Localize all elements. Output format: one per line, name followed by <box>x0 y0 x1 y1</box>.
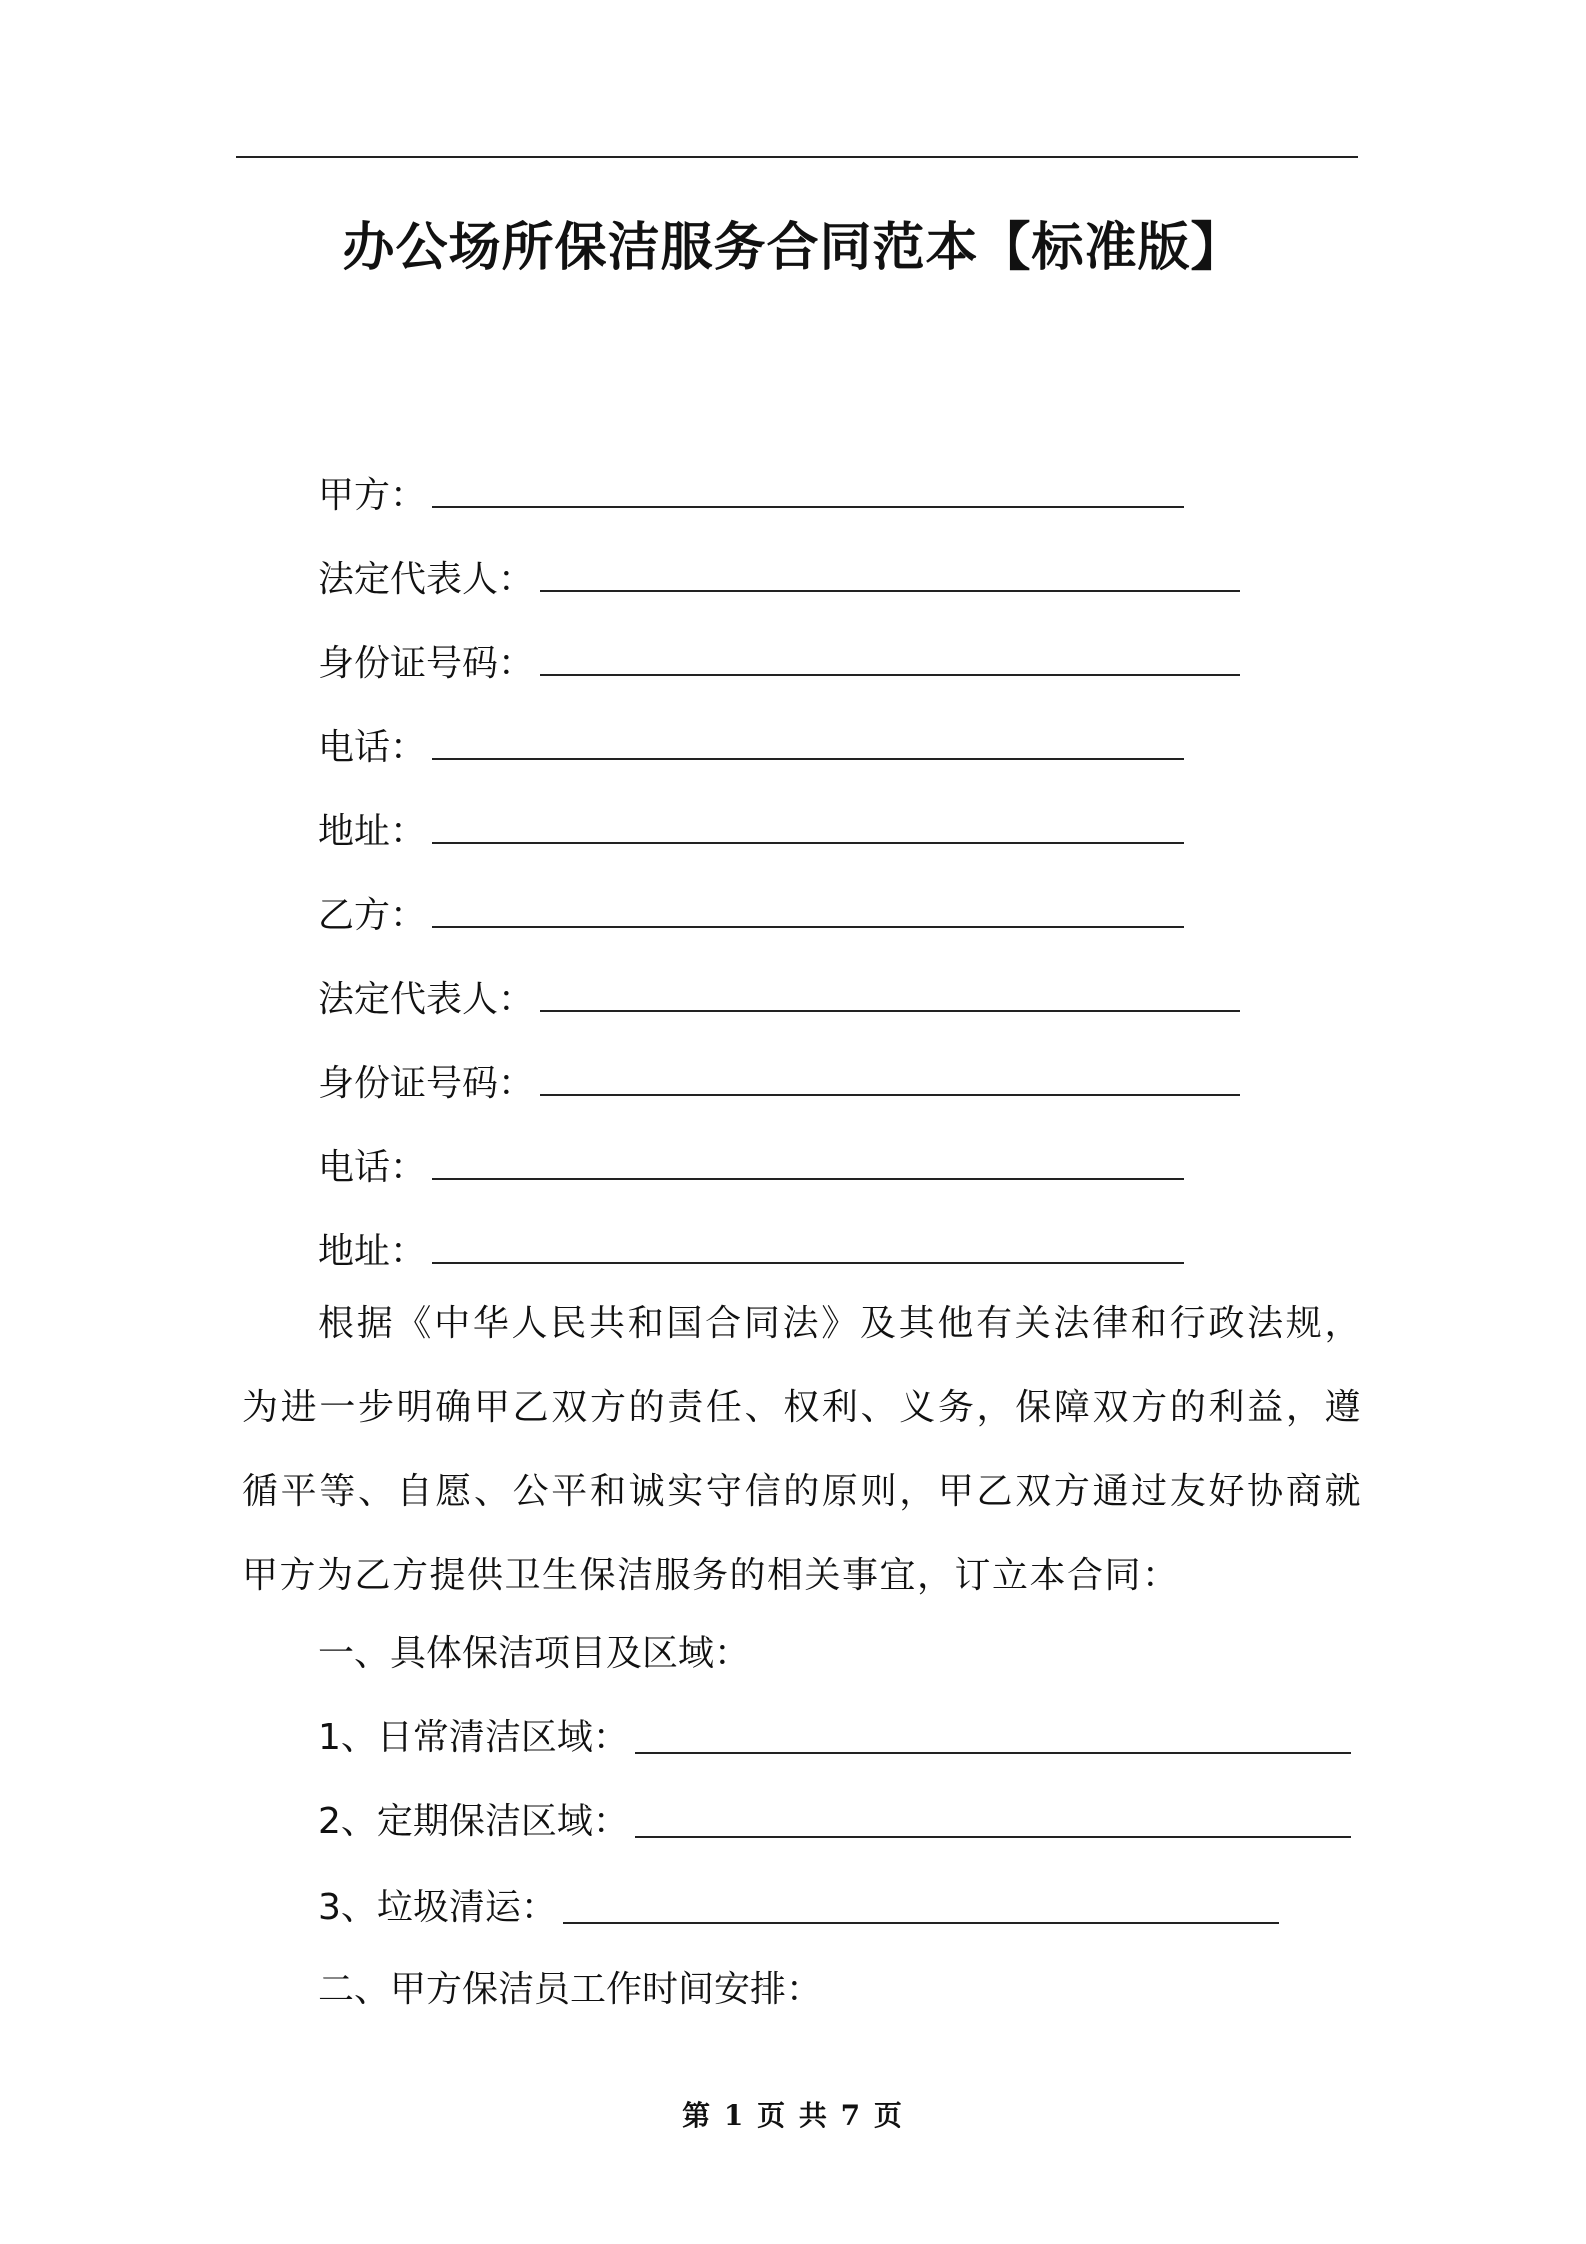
field-label: 甲方： <box>318 474 427 516</box>
field-label: 身份证号码： <box>318 642 535 684</box>
intro-paragraph: 根据《中华人民共和国合同法》及其他有关法律和行政法规，为进一步明确甲乙双方的责任、权利、义务，保障双方的利益，遵循平等、自愿、公平和诚实守信的原则，甲乙双方通过友好协商就甲方为乙方提供卫生保洁服务的相关事宜，订立本合同： <box>242 1303 1362 1596</box>
section-one-item <box>318 1866 1378 1950</box>
fill-in-blank <box>432 1232 1184 1264</box>
document-title: 办公场所保洁服务合同范本【标准版】 <box>342 218 1244 278</box>
fill-in-blank <box>635 1722 1351 1754</box>
party-a-address-field <box>318 786 1418 870</box>
fill-in-blank <box>432 812 1184 844</box>
page-footer: 第 1 页 共 7 页 <box>682 2099 904 2132</box>
party-b-legal-rep-field <box>318 954 1418 1038</box>
field-label: 乙方： <box>318 894 427 936</box>
field-label: 法定代表人： <box>318 978 535 1020</box>
fill-in-blank <box>540 980 1240 1012</box>
fill-in-blank <box>540 560 1240 592</box>
field-label: 电话： <box>318 726 427 768</box>
field-label: 地址： <box>318 1230 427 1272</box>
fill-in-blank <box>563 1892 1279 1924</box>
party-a-id-field <box>318 618 1418 702</box>
party-b-id-field <box>318 1038 1418 1122</box>
fill-in-blank <box>540 644 1240 676</box>
fill-in-blank <box>635 1806 1351 1838</box>
party-fields <box>318 450 1418 1290</box>
header-rule <box>236 156 1358 158</box>
fill-in-blank <box>432 896 1184 928</box>
field-label: 地址： <box>318 810 427 852</box>
section-one-item <box>318 1780 1378 1864</box>
fill-in-blank <box>432 728 1184 760</box>
item-label: 3、垃圾清运： <box>318 1887 557 1928</box>
section-two-heading <box>318 1948 1378 2032</box>
party-b-address-field <box>318 1206 1418 1290</box>
field-label: 电话： <box>318 1146 427 1188</box>
section-one-item <box>318 1696 1378 1780</box>
section-heading-text: 二、甲方保洁员工作时间安排： <box>318 1969 823 2010</box>
fill-in-blank <box>540 1064 1240 1096</box>
party-b-phone-field <box>318 1122 1418 1206</box>
fill-in-blank <box>432 1148 1184 1180</box>
party-a-field <box>318 450 1418 534</box>
field-label: 身份证号码： <box>318 1062 535 1104</box>
section-one-heading <box>318 1612 1378 1696</box>
fill-in-blank <box>432 476 1184 508</box>
party-a-legal-rep-field <box>318 534 1418 618</box>
item-label: 2、定期保洁区域： <box>318 1801 629 1842</box>
party-a-phone-field <box>318 702 1418 786</box>
party-b-field <box>318 870 1418 954</box>
field-label: 法定代表人： <box>318 558 535 600</box>
item-label: 1、日常清洁区域： <box>318 1717 629 1758</box>
section-heading-text: 一、具体保洁项目及区域： <box>318 1633 751 1674</box>
